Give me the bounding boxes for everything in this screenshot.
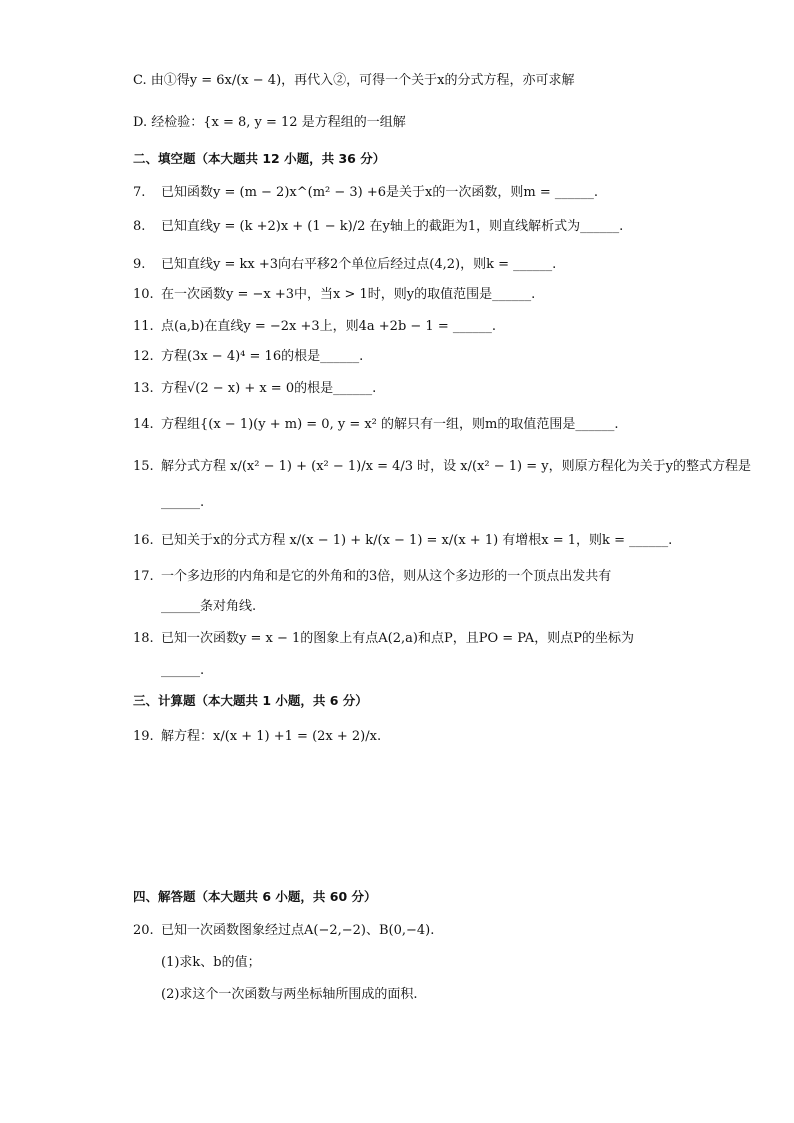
question-text: 方程(3x − 4)⁴ = 16的根是______. (161, 349, 364, 364)
question-number: 18. (133, 631, 154, 646)
question-number: 11. (133, 319, 154, 334)
question-text: 方程组{(x − 1)(y + m) = 0, y = x² 的解只有一组，则m的取值范围是______. (161, 417, 619, 432)
continuation-line: ______. (161, 495, 205, 510)
section-heading: 四、解答题（本大题共 6 小题，共 60 分） (133, 889, 377, 904)
question-number: 15. (133, 459, 154, 474)
question-number: 12. (133, 349, 154, 364)
question-number: 17. (133, 569, 154, 584)
continuation-line: ______. (161, 663, 205, 678)
question-number: 10. (133, 287, 154, 302)
option-line: C. 由①得y = 6x/(x − 4)，再代入②，可得一个关于x的分式方程，亦可求解 (133, 73, 575, 88)
question-text: 已知一次函数y = x − 1的图象上有点A(2,a)和点P，且PO = PA，则点P的坐标为 (161, 631, 634, 646)
question-number: 8. (133, 219, 146, 234)
question-text: 已知直线y = kx +3向右平移2个单位后经过点(4,2)，则k = ______. (161, 257, 557, 272)
question-number: 9. (133, 257, 146, 272)
question-number: 16. (133, 533, 154, 548)
question-text: 已知一次函数图象经过点A(−2,−2)、B(0,−4). (161, 923, 435, 938)
question-text: 解方程：x/(x + 1) +1 = (2x + 2)/x. (161, 729, 382, 744)
question-text: 在一次函数y = −x +3中，当x > 1时，则y的取值范围是______. (161, 287, 536, 302)
question-text: 已知直线y = (k +2)x + (1 − k)/2 在y轴上的截距为1，则直线解析式为______. (161, 219, 624, 234)
question-number: 14. (133, 417, 154, 432)
question-text: 已知关于x的分式方程 x/(x − 1) + k/(x − 1) = x/(x + 1) 有增根x = 1，则k = ______. (161, 533, 673, 548)
section-heading: 三、计算题（本大题共 1 小题，共 6 分） (133, 693, 368, 708)
section-heading: 二、填空题（本大题共 12 小题，共 36 分） (133, 151, 386, 166)
question-number: 7. (133, 185, 146, 200)
question-text: 已知函数y = (m − 2)x^(m² − 3) +6是关于x的一次函数，则m = ______. (161, 185, 598, 200)
question-number: 13. (133, 381, 154, 396)
question-number: 19. (133, 729, 154, 744)
question-text: 点(a,b)在直线y = −2x +3上，则4a +2b − 1 = ______. (161, 319, 496, 334)
question-number: 20. (133, 923, 154, 938)
continuation-line: ______条对角线. (161, 599, 257, 614)
subquestion-line: (1)求k、b的值； (161, 955, 261, 970)
question-text: 方程√(2 − x) + x = 0的根是______. (161, 381, 377, 396)
question-text: 一个多边形的内角和是它的外角和的3倍，则从这个多边形的一个顶点出发共有 (161, 569, 612, 584)
question-text: 解分式方程 x/(x² − 1) + (x² − 1)/x = 4/3 时，设 x/(x² − 1) = y，则原方程化为关于y的整式方程是 (161, 459, 751, 474)
subquestion-line: (2)求这个一次函数与两坐标轴所围成的面积. (161, 987, 418, 1002)
option-line: D. 经检验：{x = 8, y = 12 是方程组的一组解 (133, 115, 406, 130)
